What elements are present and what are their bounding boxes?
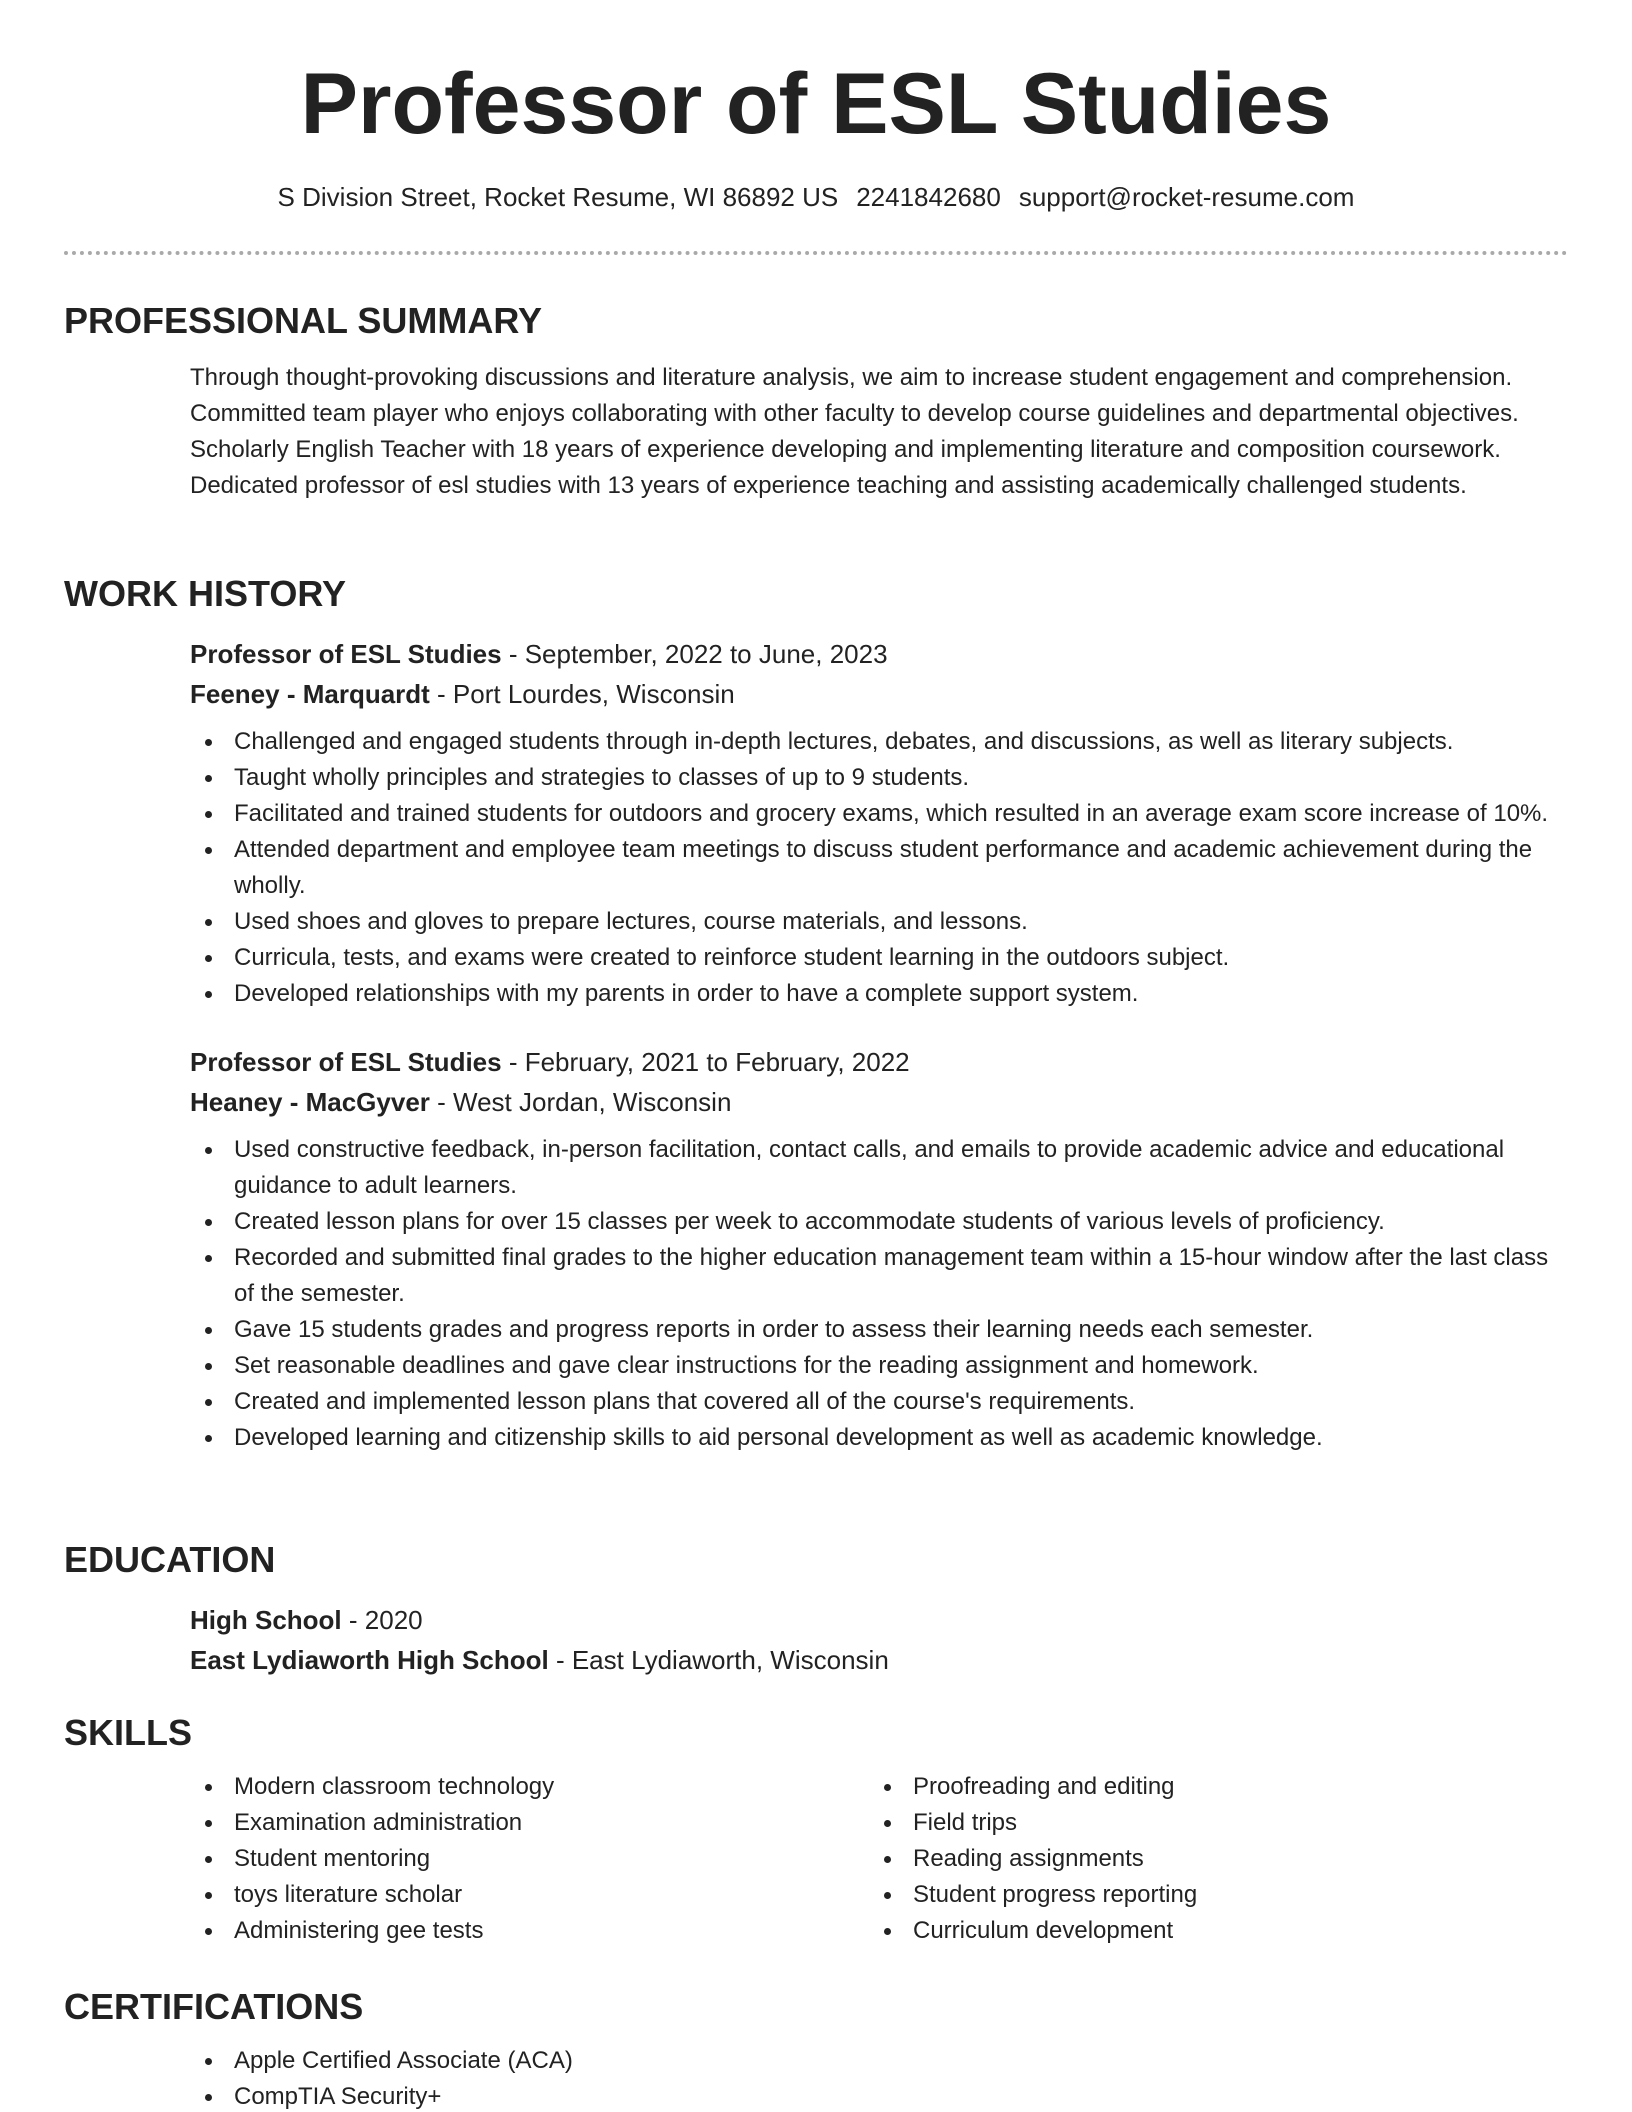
job-duties-list — [190, 1132, 1568, 1456]
contact-phone: 2241842680 — [856, 182, 1001, 212]
skills-column-left — [190, 1769, 869, 1949]
skills-list — [869, 1769, 1469, 1949]
job-employer: Feeney - Marquardt — [190, 679, 430, 709]
education-school: East Lydiaworth High School — [190, 1645, 549, 1675]
certifications-body — [190, 2043, 1568, 2112]
list-item: Taught wholly principles and strategies to classes of up to 9 students. — [190, 760, 1568, 796]
contact-line — [0, 180, 1632, 214]
summary-title: PROFESSIONAL SUMMARY — [64, 300, 543, 341]
skills-title: SKILLS — [64, 1712, 193, 1753]
skills-column-right — [869, 1769, 1469, 1949]
list-item: Field trips — [869, 1805, 1469, 1841]
education-location: - East Lydiaworth, Wisconsin — [548, 1645, 889, 1675]
list-item: Developed relationships with my parents in order to have a complete support system. — [190, 976, 1568, 1012]
job-title-line — [190, 1042, 1568, 1082]
list-item: Used constructive feedback, in-person facilitation, contact calls, and emails to provide academic advice and educational guidance to adult learners. — [190, 1132, 1568, 1204]
list-item: Examination administration — [190, 1805, 869, 1841]
list-item: Set reasonable deadlines and gave clear instructions for the reading assignment and homework. — [190, 1348, 1568, 1384]
list-item: Attended department and employee team meetings to discuss student performance and academic achievement during the wholly. — [190, 832, 1568, 904]
job-employer-line — [190, 1082, 1568, 1122]
list-item: Apple Certified Associate (ACA) — [190, 2043, 1568, 2079]
list-item: Recorded and submitted final grades to the higher education management team within a 15-hour window after the last class of the semester. — [190, 1240, 1568, 1312]
job-employer: Heaney - MacGyver — [190, 1087, 430, 1117]
certifications-section — [64, 1985, 1568, 2112]
education-year: - 2020 — [341, 1605, 423, 1635]
job-title-line — [190, 634, 1568, 674]
summary-section — [64, 299, 1568, 504]
list-item: Reading assignments — [869, 1841, 1469, 1877]
job-employer-line — [190, 674, 1568, 714]
skills-columns — [190, 1769, 1568, 1949]
skills-section — [64, 1711, 1568, 1949]
list-item: Challenged and engaged students through in-depth lectures, debates, and discussions, as well as literary subjects. — [190, 724, 1568, 760]
education-degree-line — [190, 1600, 1568, 1640]
list-item: Created and implemented lesson plans that covered all of the course's requirements. — [190, 1384, 1568, 1420]
list-item: Curriculum development — [869, 1913, 1469, 1949]
job-dates: - February, 2021 to February, 2022 — [501, 1047, 910, 1077]
contact-address: S Division Street, Rocket Resume, WI 86892 US — [277, 182, 839, 212]
contact-email: support@rocket-resume.com — [1018, 182, 1355, 212]
job-duties-list — [190, 724, 1568, 1012]
list-item: Curricula, tests, and exams were created to reinforce student learning in the outdoors subject. — [190, 940, 1568, 976]
certifications-list — [190, 2043, 1568, 2112]
skills-list — [190, 1769, 869, 1949]
list-item: Facilitated and trained students for outdoors and grocery exams, which resulted in an average exam score increase of 10%. — [190, 796, 1568, 832]
work-history-section — [64, 572, 1568, 1456]
list-item: Modern classroom technology — [190, 1769, 869, 1805]
list-item: Student progress reporting — [869, 1877, 1469, 1913]
job-position: Professor of ESL Studies — [190, 639, 502, 669]
header-divider — [64, 251, 1568, 255]
list-item: CompTIA Security+ — [190, 2079, 1568, 2112]
education-title: EDUCATION — [64, 1539, 276, 1580]
job-dates: - September, 2022 to June, 2023 — [501, 639, 888, 669]
job-location: - Port Lourdes, Wisconsin — [429, 679, 735, 709]
list-item: Used shoes and gloves to prepare lectures, course materials, and lessons. — [190, 904, 1568, 940]
list-item: toys literature scholar — [190, 1877, 869, 1913]
list-item: Gave 15 students grades and progress reports in order to assess their learning needs each semester. — [190, 1312, 1568, 1348]
list-item: Proofreading and editing — [869, 1769, 1469, 1805]
certifications-title: CERTIFICATIONS — [64, 1986, 364, 2027]
resume-name: Professor of ESL Studies — [300, 56, 1332, 152]
summary-text: Through thought-provoking discussions and literature analysis, we aim to increase student engagement and comprehension. Committed team player who enjoys collaborating with other faculty to develop course guidelines and departmental objectives. Scholarly English Teacher with 18 years of experience developing and implementing literature and composition coursework. Dedicated professor of esl studies with 13 years of experience teaching and assisting academically challenged students. — [190, 364, 1519, 499]
job-location: - West Jordan, Wisconsin — [429, 1087, 732, 1117]
list-item: Administering gee tests — [190, 1913, 869, 1949]
education-school-line — [190, 1640, 1568, 1680]
job-position: Professor of ESL Studies — [190, 1047, 502, 1077]
education-entry — [190, 1600, 1568, 1680]
list-item: Developed learning and citizenship skills to aid personal development as well as academic knowledge. — [190, 1420, 1568, 1456]
job-entry — [190, 1042, 1568, 1456]
list-item: Created lesson plans for over 15 classes per week to accommodate students of various levels of proficiency. — [190, 1204, 1568, 1240]
education-section — [64, 1538, 1568, 1680]
list-item: Student mentoring — [190, 1841, 869, 1877]
job-entry — [190, 634, 1568, 1012]
work-history-title: WORK HISTORY — [64, 573, 347, 614]
education-degree: High School — [190, 1605, 342, 1635]
